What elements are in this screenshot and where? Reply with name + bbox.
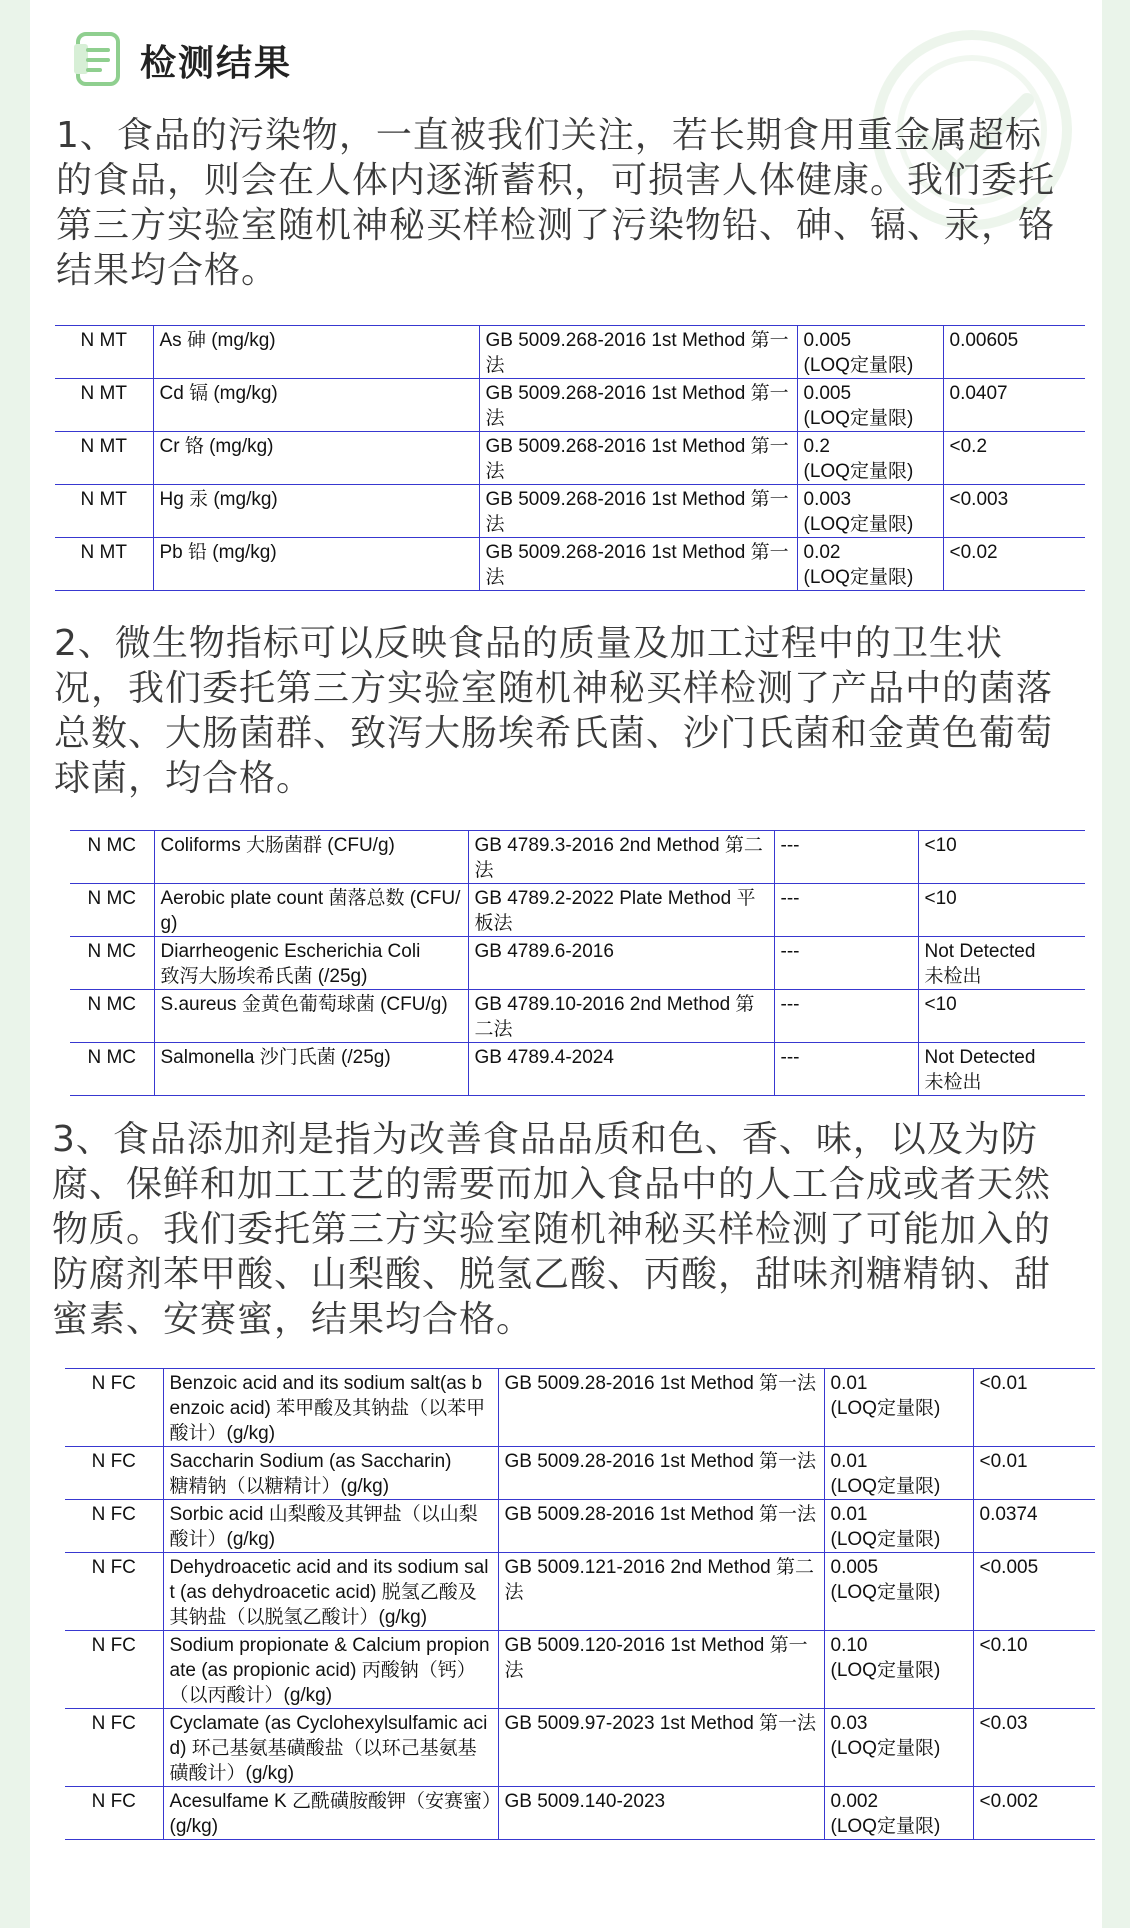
method-cell: GB 4789.3-2016 2nd Method 第二法 <box>468 831 774 884</box>
test-item-cell: Pb 铅 (mg/kg) <box>153 538 479 591</box>
result-cell: Not Detected 未检出 <box>918 1043 1085 1096</box>
result-cell: <0.03 <box>973 1709 1095 1787</box>
result-cell: 0.0407 <box>943 379 1085 432</box>
category-cell: N MT <box>55 326 153 379</box>
method-cell: GB 5009.268-2016 1st Method 第一法 <box>479 379 797 432</box>
test-item-cell: Cd 镉 (mg/kg) <box>153 379 479 432</box>
table-row <box>65 1369 1095 1447</box>
category-cell: N MT <box>55 432 153 485</box>
paragraph-contaminants: 1、食品的污染物，一直被我们关注，若长期食用重金属超标的食品，则会在人体内逐渐蓄积，可损害人体健康。我们委托第三方实验室随机神秘买样检测了污染物铅、砷、镉、汞，铬结果均合格。 <box>56 115 1056 291</box>
loq-cell: 0.002 (LOQ定量限) <box>824 1787 973 1840</box>
loq-cell: 0.005 (LOQ定量限) <box>797 379 943 432</box>
table-row <box>55 538 1085 591</box>
test-item-cell: Benzoic acid and its sodium salt(as benzoic acid) 苯甲酸及其钠盐（以苯甲酸计）(g/kg) <box>163 1369 498 1447</box>
loq-cell: --- <box>774 1043 918 1096</box>
test-item-cell: Salmonella 沙门氏菌 (/25g) <box>154 1043 468 1096</box>
category-cell: N FC <box>65 1553 163 1631</box>
loq-cell: 0.005 (LOQ定量限) <box>797 326 943 379</box>
result-cell: <10 <box>918 990 1085 1043</box>
loq-cell: 0.03 (LOQ定量限) <box>824 1709 973 1787</box>
page-title: 检测结果 <box>140 42 293 84</box>
method-cell: GB 4789.10-2016 2nd Method 第二法 <box>468 990 774 1043</box>
result-cell: Not Detected 未检出 <box>918 937 1085 990</box>
category-cell: N FC <box>65 1787 163 1840</box>
test-item-cell: Sorbic acid 山梨酸及其钾盐（以山梨酸计）(g/kg) <box>163 1500 498 1553</box>
loq-cell: 0.01 (LOQ定量限) <box>824 1369 973 1447</box>
table-row <box>55 485 1085 538</box>
table-row <box>65 1500 1095 1553</box>
loq-cell: 0.003 (LOQ定量限) <box>797 485 943 538</box>
table-row <box>55 379 1085 432</box>
method-cell: GB 5009.268-2016 1st Method 第一法 <box>479 432 797 485</box>
method-cell: GB 5009.268-2016 1st Method 第一法 <box>479 485 797 538</box>
category-cell: N MT <box>55 538 153 591</box>
table-row <box>55 432 1085 485</box>
category-cell: N FC <box>65 1631 163 1709</box>
test-item-cell: Sodium propionate & Calcium propionate (as propionic acid) 丙酸钠（钙）（以丙酸计）(g/kg) <box>163 1631 498 1709</box>
test-item-cell: S.aureus 金黄色葡萄球菌 (CFU/g) <box>154 990 468 1043</box>
loq-cell: --- <box>774 937 918 990</box>
test-item-cell: Acesulfame K 乙酰磺胺酸钾（安赛蜜）(g/kg) <box>163 1787 498 1840</box>
category-cell: N MC <box>70 937 154 990</box>
result-cell: <10 <box>918 884 1085 937</box>
test-item-cell: Cr 铬 (mg/kg) <box>153 432 479 485</box>
category-cell: N MC <box>70 990 154 1043</box>
clipboard-icon <box>68 30 128 90</box>
category-cell: N MC <box>70 1043 154 1096</box>
method-cell: GB 5009.28-2016 1st Method 第一法 <box>498 1369 824 1447</box>
category-cell: N FC <box>65 1709 163 1787</box>
result-cell: <0.01 <box>973 1369 1095 1447</box>
loq-cell: --- <box>774 831 918 884</box>
loq-cell: 0.02 (LOQ定量限) <box>797 538 943 591</box>
loq-cell: 0.2 (LOQ定量限) <box>797 432 943 485</box>
loq-cell: 0.01 (LOQ定量限) <box>824 1447 973 1500</box>
test-item-cell: Coliforms 大肠菌群 (CFU/g) <box>154 831 468 884</box>
table-row <box>70 990 1085 1043</box>
loq-cell: --- <box>774 884 918 937</box>
test-item-cell: Dehydroacetic acid and its sodium salt (as dehydroacetic acid) 脱氢乙酸及其钠盐（以脱氢乙酸计）(g/kg) <box>163 1553 498 1631</box>
table-row <box>65 1553 1095 1631</box>
loq-cell: 0.01 (LOQ定量限) <box>824 1500 973 1553</box>
additives-table <box>65 1368 1095 1840</box>
category-cell: N MC <box>70 884 154 937</box>
section-header <box>68 30 292 90</box>
test-item-cell: Cyclamate (as Cyclohexylsulfamic acid) 环己基氨基磺酸盐（以环己基氨基磺酸计）(g/kg) <box>163 1709 498 1787</box>
loq-cell: --- <box>774 990 918 1043</box>
report-card <box>30 0 1102 1928</box>
method-cell: GB 5009.121-2016 2nd Method 第二法 <box>498 1553 824 1631</box>
category-cell: N FC <box>65 1447 163 1500</box>
result-cell: <0.02 <box>943 538 1085 591</box>
method-cell: GB 4789.4-2024 <box>468 1043 774 1096</box>
method-cell: GB 5009.97-2023 1st Method 第一法 <box>498 1709 824 1787</box>
method-cell: GB 5009.268-2016 1st Method 第一法 <box>479 538 797 591</box>
method-cell: GB 5009.28-2016 1st Method 第一法 <box>498 1500 824 1553</box>
category-cell: N MT <box>55 379 153 432</box>
result-cell: <0.10 <box>973 1631 1095 1709</box>
table-row <box>70 937 1085 990</box>
table-row <box>70 884 1085 937</box>
category-cell: N FC <box>65 1369 163 1447</box>
loq-cell: 0.10 (LOQ定量限) <box>824 1631 973 1709</box>
result-cell: 0.00605 <box>943 326 1085 379</box>
result-cell: <0.002 <box>973 1787 1095 1840</box>
contaminants-table <box>55 325 1085 591</box>
method-cell: GB 4789.6-2016 <box>468 937 774 990</box>
method-cell: GB 5009.120-2016 1st Method 第一法 <box>498 1631 824 1709</box>
loq-cell: 0.005 (LOQ定量限) <box>824 1553 973 1631</box>
table-row <box>65 1631 1095 1709</box>
table-row <box>70 831 1085 884</box>
result-cell: <10 <box>918 831 1085 884</box>
category-cell: N MC <box>70 831 154 884</box>
microbes-table <box>70 830 1085 1096</box>
result-cell: <0.003 <box>943 485 1085 538</box>
table-row <box>55 326 1085 379</box>
test-item-cell: Saccharin Sodium (as Saccharin) 糖精钠（以糖精计）(g/kg) <box>163 1447 498 1500</box>
result-cell: 0.0374 <box>973 1500 1095 1553</box>
category-cell: N FC <box>65 1500 163 1553</box>
table-row <box>65 1709 1095 1787</box>
paragraph-microbes: 2、微生物指标可以反映食品的质量及加工过程中的卫生状况，我们委托第三方实验室随机神秘买样检测了产品中的菌落总数、大肠菌群、致泻大肠埃希氏菌、沙门氏菌和金黄色葡萄球菌，均合格。 <box>54 623 1054 799</box>
method-cell: GB 5009.140-2023 <box>498 1787 824 1840</box>
result-cell: <0.005 <box>973 1553 1095 1631</box>
table-row <box>65 1787 1095 1840</box>
method-cell: GB 5009.28-2016 1st Method 第一法 <box>498 1447 824 1500</box>
table-row <box>70 1043 1085 1096</box>
result-cell: <0.2 <box>943 432 1085 485</box>
method-cell: GB 4789.2-2022 Plate Method 平板法 <box>468 884 774 937</box>
result-cell: <0.01 <box>973 1447 1095 1500</box>
test-item-cell: Diarrheogenic Escherichia Coli 致泻大肠埃希氏菌 (/25g) <box>154 937 468 990</box>
category-cell: N MT <box>55 485 153 538</box>
test-item-cell: As 砷 (mg/kg) <box>153 326 479 379</box>
method-cell: GB 5009.268-2016 1st Method 第一法 <box>479 326 797 379</box>
paragraph-additives: 3、食品添加剂是指为改善食品品质和色、香、味，以及为防腐、保鲜和加工工艺的需要而加入食品中的人工合成或者天然物质。我们委托第三方实验室随机神秘买样检测了可能加入的防腐剂苯甲酸、山梨酸、脱氢乙酸、丙酸，甜味剂糖精钠、甜蜜素、安赛蜜，结果均合格。 <box>52 1119 1052 1340</box>
test-item-cell: Hg 汞 (mg/kg) <box>153 485 479 538</box>
test-item-cell: Aerobic plate count 菌落总数 (CFU/g) <box>154 884 468 937</box>
table-row <box>65 1447 1095 1500</box>
